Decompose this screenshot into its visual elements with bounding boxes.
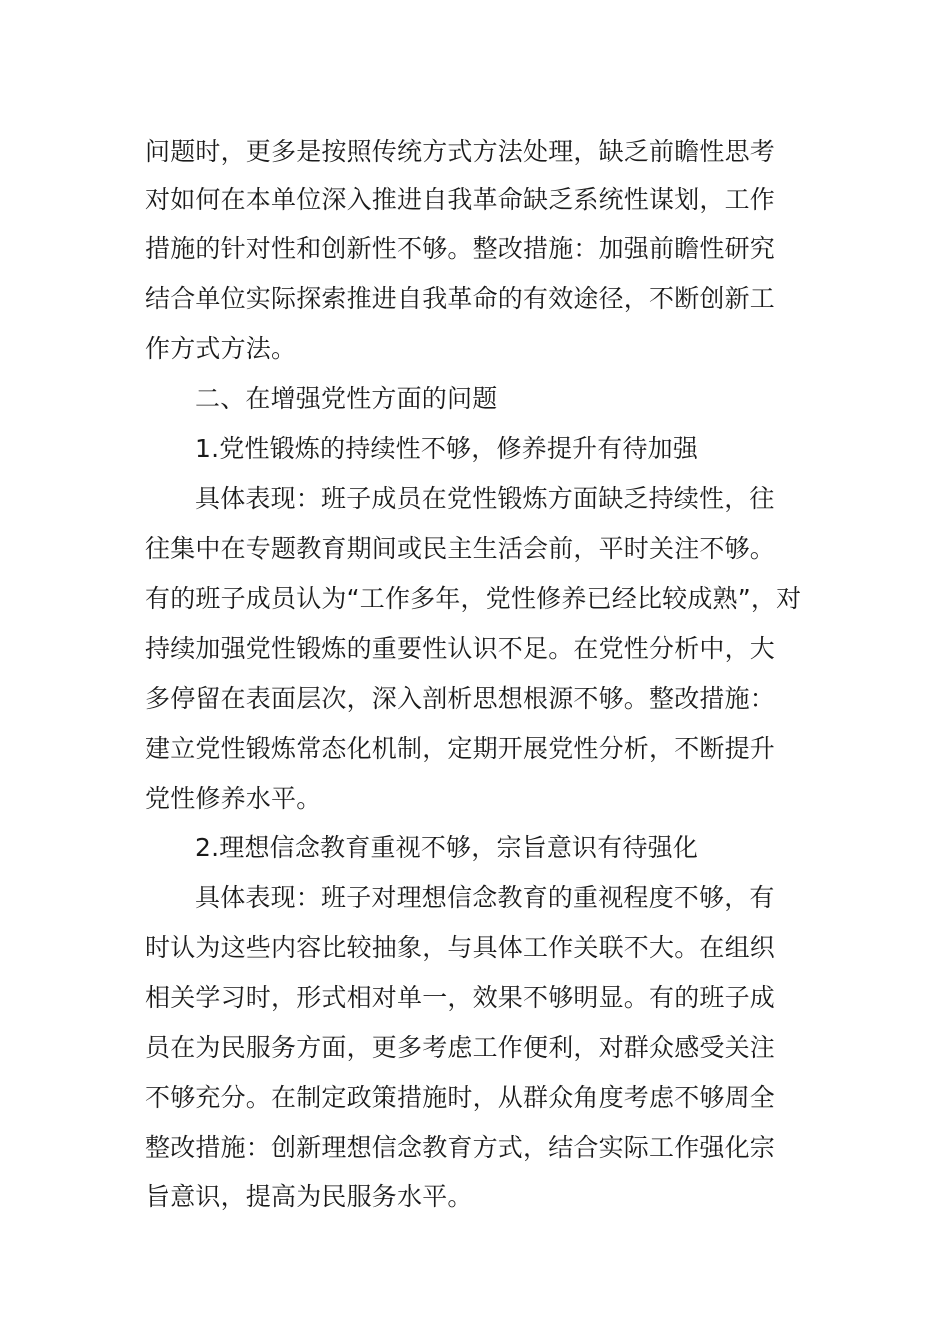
text-line: 问题时，更多是按照传统方式方法处理，缺乏前瞻性思考 [145, 137, 776, 166]
text-line: 整改措施：创新理想信念教育方式，结合实际工作强化宗 [145, 1133, 776, 1162]
text-line: 党性修养水平。 [145, 784, 322, 813]
text-line: 时认为这些内容比较抽象，与具体工作关联不大。在组织 [145, 933, 776, 962]
text-line: 作方式方法。 [145, 334, 297, 363]
text-line: 措施的针对性和创新性不够。整改措施：加强前瞻性研究 [145, 234, 776, 263]
text-line: 相关学习时，形式相对单一，效果不够明显。有的班子成 [145, 983, 776, 1012]
text-line: 结合单位实际探索推进自我革命的有效途径，不断创新工 [145, 284, 776, 313]
text-line: 建立党性锻炼常态化机制，定期开展党性分析，不断提升 [145, 734, 776, 763]
text-line: 往集中在专题教育期间或民主生活会前，平时关注不够。 [145, 534, 776, 563]
text-line: 对如何在本单位深入推进自我革命缺乏系统性谋划，工作 [145, 185, 776, 214]
subsection-heading: 1.党性锻炼的持续性不够，修养提升有待加强 [195, 434, 699, 463]
text-line: 具体表现：班子成员在党性锻炼方面缺乏持续性，往 [195, 484, 775, 513]
text-line: 多停留在表面层次，深入剖析思想根源不够。整改措施： [145, 684, 776, 713]
text-line: 员在为民服务方面，更多考虑工作便利，对群众感受关注 [145, 1033, 776, 1062]
section-heading: 二、在增强党性方面的问题 [195, 384, 498, 413]
text-line: 不够充分。在制定政策措施时，从群众角度考虑不够周全 [145, 1083, 776, 1112]
text-line: 具体表现：班子对理想信念教育的重视程度不够，有 [195, 883, 775, 912]
text-line: 有的班子成员认为“工作多年，党性修养已经比较成熟”，对 [145, 584, 802, 613]
text-line: 持续加强党性锻炼的重要性认识不足。在党性分析中，大 [145, 634, 776, 663]
text-line: 旨意识，提高为民服务水平。 [145, 1182, 473, 1211]
subsection-heading: 2.理想信念教育重视不够，宗旨意识有待强化 [195, 833, 699, 862]
